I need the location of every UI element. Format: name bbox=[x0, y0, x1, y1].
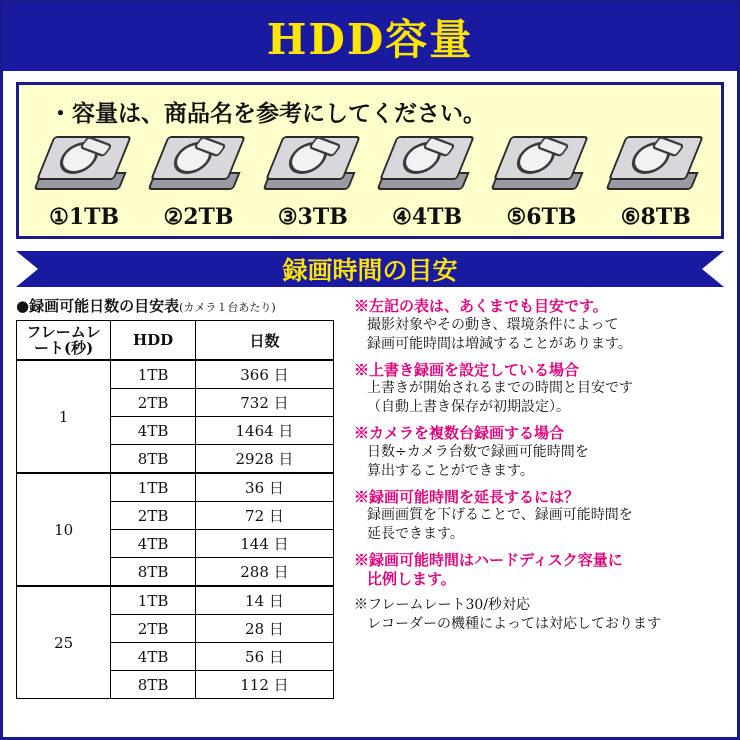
hdd-list bbox=[27, 134, 713, 230]
page-header bbox=[3, 3, 737, 71]
notes-list bbox=[354, 295, 724, 633]
note-item bbox=[354, 596, 724, 634]
note-line: 撮影対象やその動き、環境条件によって bbox=[367, 316, 619, 333]
days-cell: 36 日 bbox=[195, 473, 333, 502]
note-title: ※上書き録画を設定している場合 bbox=[354, 360, 580, 379]
frame-rate-cell: 1 bbox=[17, 360, 111, 473]
days-cell: 366 日 bbox=[195, 360, 333, 389]
hdd-cell: 4TB bbox=[111, 643, 196, 671]
days-cell: 144 日 bbox=[195, 530, 333, 558]
note-item bbox=[354, 424, 724, 481]
col-header-days: 日数 bbox=[195, 321, 333, 361]
days-cell: 288 日 bbox=[195, 558, 333, 587]
note-line: レコーダーの機種によっては対応しております bbox=[367, 615, 661, 632]
table-heading-main: ●録画可能日数の目安表 bbox=[16, 297, 180, 315]
frame-rate-cell: 10 bbox=[17, 473, 111, 586]
hdd-label: ①1TB bbox=[49, 204, 120, 230]
days-cell: 732 日 bbox=[195, 389, 333, 417]
hdd-item bbox=[371, 134, 483, 230]
note-title-second-line: 比例します。 bbox=[367, 569, 456, 588]
note-line: 録画画質を下げることで、録画可能時間を bbox=[367, 507, 633, 524]
table-heading-sub: (カメラ１台あたり) bbox=[179, 301, 276, 314]
note-item bbox=[354, 488, 724, 545]
hdd-label: ④4TB bbox=[392, 204, 463, 230]
days-cell: 72 日 bbox=[195, 502, 333, 530]
hdd-cell: 1TB bbox=[111, 586, 196, 615]
hdd-icon bbox=[494, 134, 588, 200]
days-cell: 1464 日 bbox=[195, 417, 333, 445]
note-title: ※録画可能時間はハードディスク容量に bbox=[354, 551, 623, 570]
days-cell: 28 日 bbox=[195, 615, 333, 643]
hdd-cell: 4TB bbox=[111, 417, 196, 445]
days-cell: 56 日 bbox=[195, 643, 333, 671]
content-area bbox=[16, 295, 724, 699]
hdd-cell: 4TB bbox=[111, 530, 196, 558]
hdd-item bbox=[600, 134, 712, 230]
note-item bbox=[354, 361, 724, 418]
col-header-frame-rate: フレームレート(秒) bbox=[17, 321, 111, 361]
hdd-label: ②2TB bbox=[163, 204, 234, 230]
hdd-cell: 8TB bbox=[111, 445, 196, 474]
hdd-icon bbox=[266, 134, 360, 200]
table-row bbox=[17, 586, 334, 615]
hdd-cell: 1TB bbox=[111, 360, 196, 389]
capacity-note: ・容量は、商品名を参考にしてください。 bbox=[49, 100, 486, 127]
hdd-label: ⑤6TB bbox=[506, 204, 577, 230]
capacity-panel bbox=[16, 82, 724, 239]
hdd-icon bbox=[151, 134, 245, 200]
section-banner bbox=[16, 251, 724, 287]
table-head bbox=[17, 321, 334, 361]
hdd-cell: 2TB bbox=[111, 502, 196, 530]
hdd-icon bbox=[380, 134, 474, 200]
table-header-row bbox=[17, 321, 334, 361]
frame-rate-cell: 25 bbox=[17, 586, 111, 699]
hdd-label: ③3TB bbox=[277, 204, 348, 230]
hdd-cell: 2TB bbox=[111, 389, 196, 417]
days-cell: 112 日 bbox=[195, 671, 333, 699]
note-line: （自動上書き保存が初期設定）。 bbox=[367, 399, 570, 416]
col-header-hdd: HDD bbox=[111, 321, 196, 361]
notes-column bbox=[348, 295, 724, 699]
days-cell: 2928 日 bbox=[195, 445, 333, 474]
section-title: 録画時間の目安 bbox=[282, 256, 458, 285]
days-cell: 14 日 bbox=[195, 586, 333, 615]
table-row bbox=[17, 473, 334, 502]
hdd-icon bbox=[37, 134, 131, 200]
note-title: ※録画可能時間を延長するには？ bbox=[354, 487, 580, 506]
hdd-cell: 2TB bbox=[111, 615, 196, 643]
note-line: 日数÷カメラ台数で録画可能時間を bbox=[367, 443, 589, 460]
hdd-item bbox=[28, 134, 140, 230]
note-line: 録画可能時間は増減することがあります。 bbox=[367, 335, 632, 352]
hdd-cell: 8TB bbox=[111, 671, 196, 699]
note-line: 延長できます。 bbox=[367, 526, 464, 543]
note-item bbox=[354, 551, 724, 589]
page-title: HDD容量 bbox=[266, 15, 474, 64]
hdd-cell: 1TB bbox=[111, 473, 196, 502]
note-title: ※左記の表は、あくまでも目安です。 bbox=[354, 297, 608, 315]
note-title: ※カメラを複数台録画する場合 bbox=[354, 424, 565, 443]
hdd-icon bbox=[609, 134, 703, 200]
note-line: 算出することができます。 bbox=[367, 462, 534, 479]
hdd-item bbox=[142, 134, 254, 230]
hdd-label: ⑥8TB bbox=[620, 204, 691, 230]
table-column bbox=[16, 295, 348, 699]
table-heading bbox=[16, 295, 348, 316]
note-item bbox=[354, 297, 724, 354]
table-row bbox=[17, 360, 334, 389]
hdd-item bbox=[257, 134, 369, 230]
note-title: ※フレームレート30/秒対応 bbox=[354, 596, 530, 613]
recording-days-table bbox=[16, 320, 334, 699]
hdd-cell: 8TB bbox=[111, 558, 196, 587]
table-body bbox=[17, 360, 334, 699]
note-line: 上書きが開始されるまでの時間と目安です bbox=[367, 380, 633, 397]
hdd-item bbox=[485, 134, 597, 230]
